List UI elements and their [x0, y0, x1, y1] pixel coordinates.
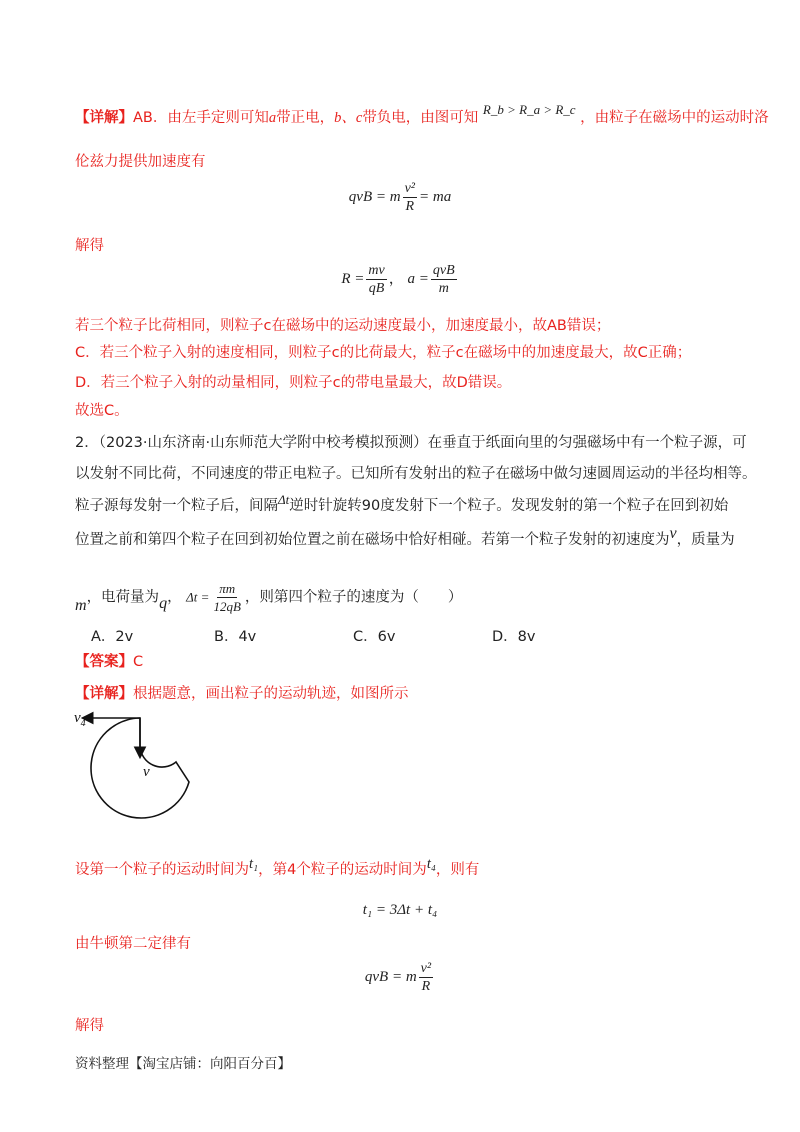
detail-text: AB．由左手定则可知: [133, 110, 269, 126]
question-2-line-1: 2．（2023·山东济南·山东师范大学附中校考模拟预测）在垂直于纸面向里的匀强磁场中有一个粒子源，可: [75, 435, 747, 451]
q-text: ，: [167, 589, 182, 606]
equation-radius-accel: [0, 262, 800, 297]
delta-t-def: Δt =: [186, 589, 210, 605]
trajectory-diagram: [70, 706, 210, 828]
option-a[interactable]: A．2v: [91, 629, 134, 645]
q-text: ，则第四个粒子的速度为（ ）: [244, 589, 463, 606]
radius-inequality: R_b > R_a > R_c: [482, 102, 576, 117]
equation-time: t₁ = 3Δt + t₄: [362, 902, 438, 918]
fraction-num: mv: [368, 263, 385, 278]
time-text: 设第一个粒子的运动时间为: [75, 862, 249, 878]
q-text: ，质量为: [676, 532, 735, 548]
fraction-den: R: [405, 199, 415, 214]
fraction-den: 12qB: [213, 599, 241, 614]
answer-line-3: D．若三个粒子入射的动量相同，则粒子c的带电量最大，故D错误。: [75, 375, 512, 391]
answer-line: [75, 652, 143, 672]
fraction: [211, 580, 242, 615]
fraction-den: m: [438, 281, 449, 296]
detail-2-line: [75, 684, 409, 704]
fraction: [366, 262, 386, 297]
detail-text: ，由粒子在磁场中的运动时洛: [580, 110, 769, 126]
q-text: 逆时针旋转90度发射下一个粒子。发现发射的第一个粒子在回到初始: [289, 498, 729, 514]
detail-text: 带负电，由图可知: [362, 110, 479, 126]
option-d[interactable]: D．8v: [492, 629, 536, 645]
fraction: [431, 262, 457, 297]
delta-t: Δt: [278, 492, 290, 507]
option-c[interactable]: C．6v: [353, 629, 396, 645]
fraction: [419, 960, 433, 995]
question-2-line-4: [75, 525, 735, 550]
v4-sub: 4: [80, 718, 86, 729]
v-label: v: [143, 764, 150, 780]
choose-line: 故选C。: [75, 403, 129, 419]
question-2-line-5: [75, 580, 462, 615]
newton-line: 由牛顿第二定律有: [75, 936, 191, 952]
solve-label-2: 解得: [75, 1018, 104, 1034]
v4-text: v: [74, 710, 81, 726]
t4: t₄: [426, 856, 436, 872]
v4-label: [74, 710, 86, 729]
eq-part: a =: [407, 270, 429, 287]
detail-text: 带正电，: [276, 110, 335, 126]
eq-part: qvB = m: [348, 188, 401, 205]
equation-newton: [0, 960, 800, 995]
question-2-line-3: [75, 492, 729, 516]
var-m: m: [75, 596, 87, 614]
var-bc: b、c: [334, 110, 363, 126]
fraction-den: R: [421, 979, 431, 994]
fraction-num: πm: [219, 581, 236, 596]
detail-line-2: 伦兹力提供加速度有: [75, 154, 206, 170]
answer-value: C: [133, 654, 144, 670]
question-2-line-2: 以发射不同比荷，不同速度的带正电粒子。已知所有发射出的粒子在磁场中做匀速圆周运动的半径均相等。: [75, 466, 757, 482]
detail-label: 【详解】: [75, 686, 133, 702]
answer-label: 【答案】: [75, 654, 133, 670]
solve-label-1: 解得: [75, 238, 104, 254]
var-a: a: [268, 110, 277, 126]
equation-lorentz: [0, 180, 800, 215]
time-text: ，第4个粒子的运动时间为: [258, 862, 427, 878]
t1: t₁: [249, 856, 259, 872]
footer-source: 资料整理【淘宝店铺：向阳百分百】: [75, 1056, 291, 1072]
fraction-num: v²: [404, 181, 415, 196]
eq-part: R =: [341, 270, 365, 287]
answer-line-2: C．若三个粒子入射的速度相同，则粒子c的比荷最大，粒子c在磁场中的加速度最大，故C正确；: [75, 345, 692, 361]
fraction: [403, 180, 417, 215]
q-text: 位置之前和第四个粒子在回到初始位置之前在磁场中恰好相碰。若第一个粒子发射的初速度为: [75, 532, 670, 548]
q-text: ，电荷量为: [86, 589, 160, 606]
q-text: 粒子源每发射一个粒子后，间隔: [75, 498, 278, 514]
eq-sep: ，: [388, 270, 404, 287]
detail-text: 根据题意，画出粒子的运动轨迹，如图所示: [133, 686, 409, 702]
var-q: q: [159, 594, 168, 612]
time-text: ，则有: [435, 862, 480, 878]
var-v: v: [669, 525, 677, 542]
detail-ab-line: [75, 102, 769, 128]
detail-label: 【详解】: [75, 110, 133, 126]
answer-line-1: 若三个粒子比荷相同，则粒子c在磁场中的运动速度最小，加速度最小，故AB错误；: [75, 318, 611, 334]
fraction-den: qB: [368, 281, 385, 296]
fraction-num: v²: [420, 961, 432, 976]
option-b[interactable]: B．4v: [214, 629, 257, 645]
eq-part: qvB = m: [364, 968, 417, 985]
time-line: [75, 856, 480, 880]
eq-part: = ma: [418, 188, 452, 205]
fraction-num: qvB: [432, 263, 455, 278]
